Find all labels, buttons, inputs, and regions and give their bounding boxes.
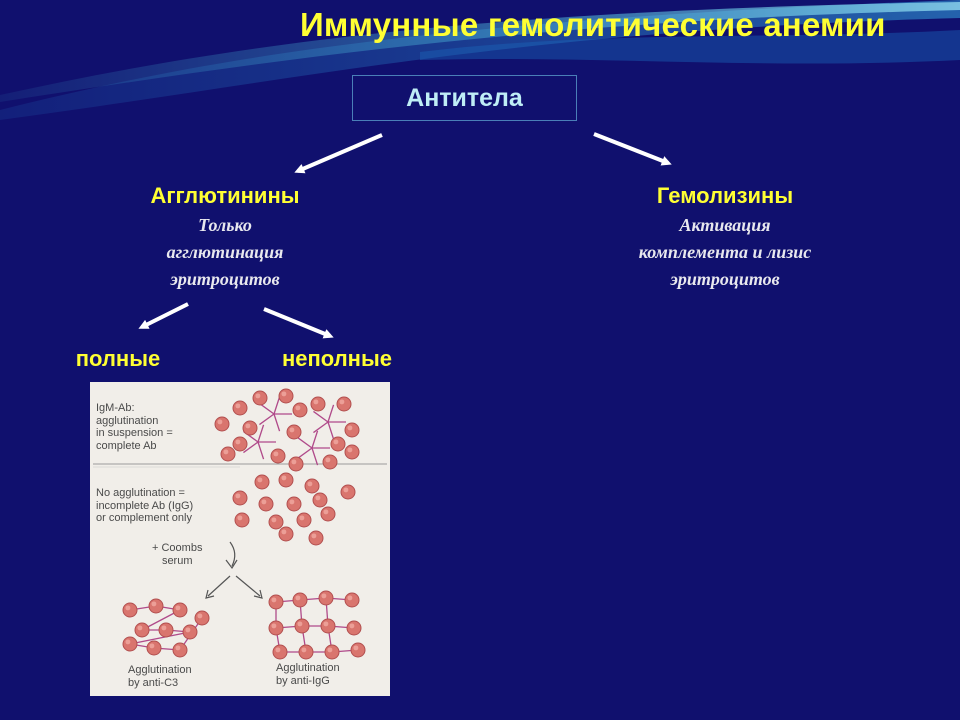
agglutination-figure: [90, 382, 390, 696]
antibody-link: [297, 448, 312, 459]
red-cell: [273, 645, 287, 659]
red-cell: [287, 497, 301, 511]
red-cell: [255, 475, 269, 489]
red-cell: [195, 611, 209, 625]
red-cell: [183, 625, 197, 639]
red-cell: [295, 619, 309, 633]
red-cell: [347, 621, 361, 635]
antibody-link: [328, 422, 334, 439]
incomplete-ab-label: No agglutination = incomplete Ab (IgG) or complement only: [96, 487, 194, 524]
red-cell: [279, 527, 293, 541]
antibody-link: [297, 437, 312, 448]
hemolysins-heading: Гемолизины: [656, 183, 794, 208]
red-cell: [279, 473, 293, 487]
arrow-to-complete: [142, 304, 188, 327]
red-cell: [233, 437, 247, 451]
antibody-link: [274, 414, 280, 431]
antibody-link: [274, 397, 280, 414]
red-cell: [271, 449, 285, 463]
antibody-link: [258, 442, 264, 459]
red-cell: [323, 455, 337, 469]
red-cell: [221, 447, 235, 461]
red-cell: [311, 397, 325, 411]
red-cell: [331, 437, 345, 451]
slide-title: Иммунные гемолитические анемии: [300, 6, 886, 43]
red-cell: [345, 445, 359, 459]
arrow-to-hemolysins: [594, 134, 668, 163]
red-cell: [253, 391, 267, 405]
red-cell: [147, 641, 161, 655]
coombs-label: + Coombs serum: [152, 542, 203, 567]
red-cell: [287, 425, 301, 439]
antibody-link: [258, 425, 264, 442]
antibody-link: [313, 422, 328, 433]
red-cell: [123, 637, 137, 651]
agglutinins-heading: Агглютинины: [150, 183, 300, 208]
red-cell: [233, 401, 247, 415]
red-cell: [293, 403, 307, 417]
red-cell: [321, 507, 335, 521]
red-cell: [337, 397, 351, 411]
red-cell: [293, 593, 307, 607]
incomplete-label: неполные: [282, 346, 392, 371]
red-cell: [297, 513, 311, 527]
red-cell: [235, 513, 249, 527]
red-cell: [309, 531, 323, 545]
red-cell: [173, 603, 187, 617]
red-cell: [279, 389, 293, 403]
complete-label: полные: [75, 346, 161, 371]
red-cell: [159, 623, 173, 637]
red-cell: [289, 457, 303, 471]
red-cell: [259, 497, 273, 511]
red-cell: [321, 619, 335, 633]
red-cell: [325, 645, 339, 659]
antibody-link: [312, 448, 318, 465]
red-cell: [269, 621, 283, 635]
red-cell: [341, 485, 355, 499]
red-cell: [243, 421, 257, 435]
red-cell: [319, 591, 333, 605]
arrow-to-agglutinins: [298, 135, 382, 171]
red-cell: [123, 603, 137, 617]
agglutinins-description: Только агглютинация эритроцитов: [166, 215, 284, 289]
red-cell: [305, 479, 319, 493]
anti-igg-label: Agglutination by anti-IgG: [276, 662, 340, 687]
red-cell: [299, 645, 313, 659]
anti-c3-label: Agglutination by anti-C3: [128, 664, 192, 689]
red-cell: [345, 423, 359, 437]
antibody-link: [259, 414, 274, 425]
red-cell: [345, 593, 359, 607]
red-cell: [233, 491, 247, 505]
red-cell: [269, 595, 283, 609]
antibody-link: [328, 405, 334, 422]
red-cell: [313, 493, 327, 507]
antibody-link: [312, 431, 318, 448]
antibodies-box: Антитела: [352, 75, 577, 121]
red-cell: [149, 599, 163, 613]
red-cell: [351, 643, 365, 657]
red-cell: [269, 515, 283, 529]
antibody-link: [313, 411, 328, 422]
igm-label: IgM-Ab: agglutination in suspension = complete Ab: [96, 402, 173, 452]
red-cell: [135, 623, 149, 637]
arrow-to-incomplete: [264, 309, 330, 336]
red-cell: [215, 417, 229, 431]
hemolysins-description: Активация комплемента и лизис эритроцитов: [638, 215, 812, 289]
red-cell: [173, 643, 187, 657]
